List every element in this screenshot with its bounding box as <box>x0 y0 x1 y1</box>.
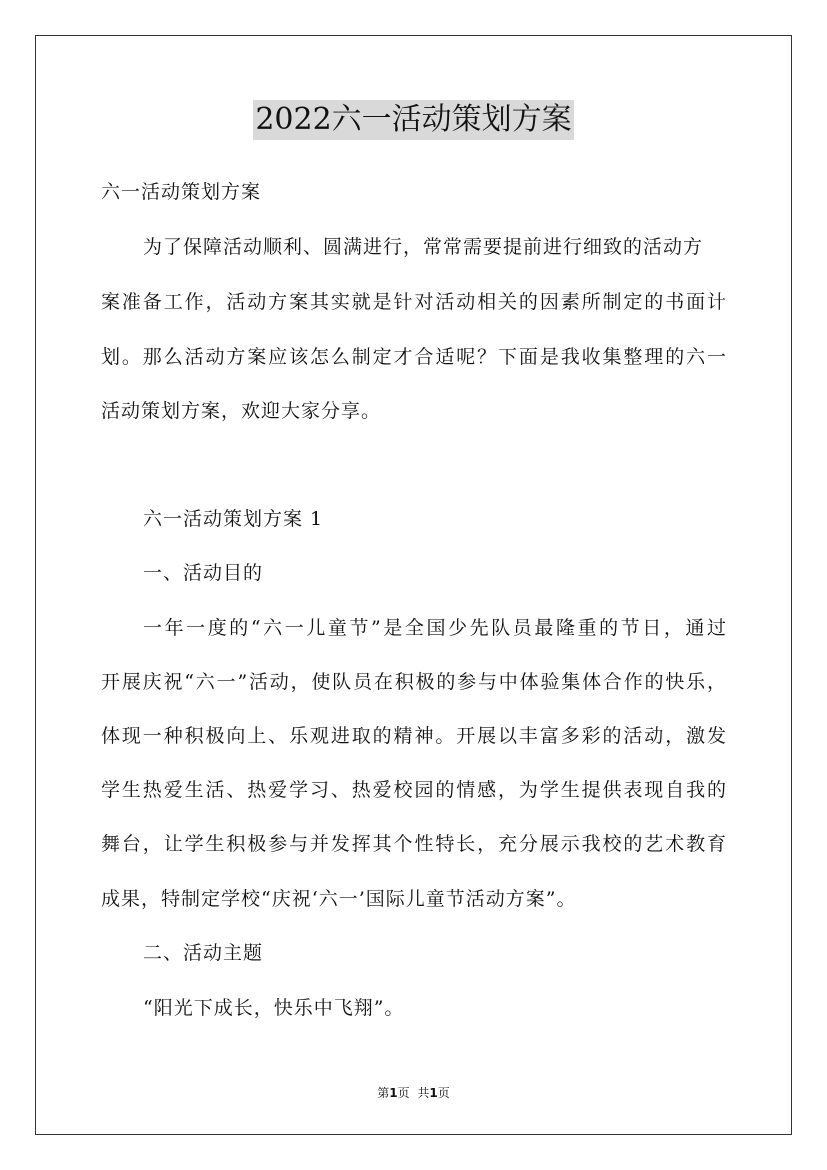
theme-text: “阳光下成长，快乐中飞翔”。 <box>143 997 405 1019</box>
intro-line-1: 为了保障活动顺利、圆满进行，常常需要提前进行细致的活动方 <box>143 236 704 258</box>
intro-line-3: 划。那么活动方案应该怎么制定才合适呢？下面是我收集整理的六一 <box>101 346 726 368</box>
document-title: 2022六一活动策划方案 <box>253 100 573 140</box>
document-subtitle: 六一活动策划方案 <box>101 181 262 203</box>
purpose-line-2: 开展庆祝“六一”活动，使队员在积极的参与中体验集体合作的快乐， <box>101 671 726 693</box>
intro-line-2: 案准备工作，活动方案其实就是针对活动相关的因素所制定的书面计 <box>101 291 726 313</box>
page-prefix: 第 <box>377 1086 390 1100</box>
intro-line-4: 活动策划方案，欢迎大家分享。 <box>101 400 382 422</box>
title-container <box>0 100 827 140</box>
total-suffix: 页 <box>437 1086 450 1100</box>
purpose-line-1: 一年一度的“六一儿童节”是全国少先队员最隆重的节日，通过 <box>143 617 726 639</box>
page-number: 1 <box>389 1086 398 1100</box>
heading-purpose: 一、活动目的 <box>143 562 264 584</box>
section-title: 六一活动策划方案 1 <box>143 508 324 530</box>
purpose-line-3: 体现一种积极向上、乐观进取的精神。开展以丰富多彩的活动，激发 <box>101 725 726 747</box>
heading-theme: 二、活动主题 <box>143 942 264 964</box>
total-pages: 1 <box>429 1086 438 1100</box>
purpose-line-6: 成果，特制定学校“庆祝‘六一’国际儿童节活动方案”。 <box>101 888 577 910</box>
page-footer <box>0 1086 827 1100</box>
purpose-line-4: 学生热爱生活、热爱学习、热爱校园的情感，为学生提供表现自我的 <box>101 779 726 801</box>
total-prefix: 共 <box>417 1086 430 1100</box>
purpose-line-5: 舞台，让学生积极参与并发挥其个性特长，充分展示我校的艺术教育 <box>101 833 726 855</box>
page-suffix: 页 <box>397 1086 410 1100</box>
